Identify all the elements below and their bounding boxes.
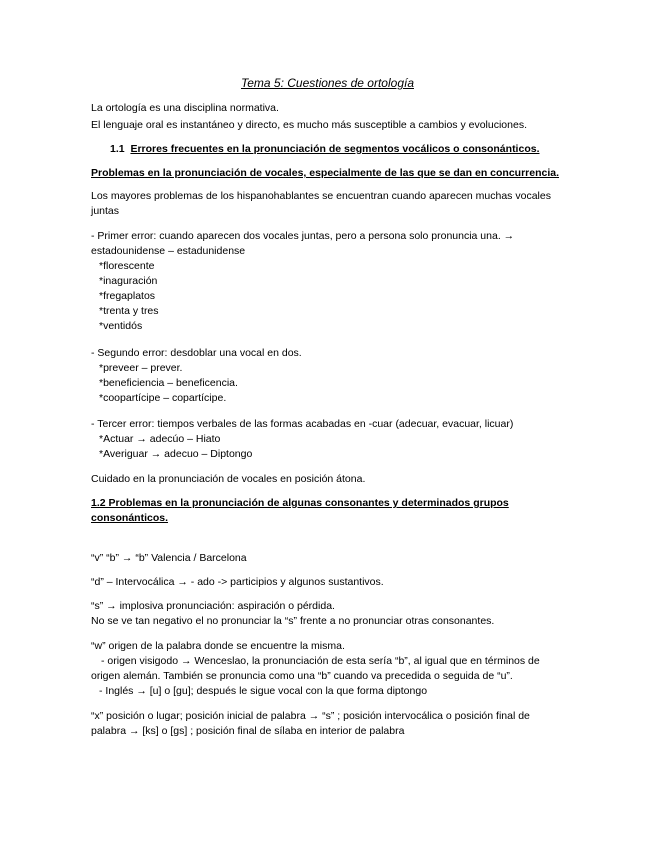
example-item: *florescente: [99, 260, 155, 272]
error-1-line: estadounidense – estadunidense: [91, 245, 246, 257]
item-w-line: “w” origen de la palabra donde se encuentre la misma.: [91, 640, 345, 652]
example-item: *fregaplatos: [99, 290, 156, 302]
example-item: *coopartícipe – copartícipe.: [99, 392, 227, 404]
item-w: [91, 639, 571, 699]
intro-line: La ortología es una disciplina normativa.: [91, 102, 279, 114]
error-2-block: [91, 346, 571, 406]
item-w-line: origen alemán. También se pronuncia como una “b” cuando va precedida o seguida de “u”.: [91, 670, 513, 682]
section-heading-line: 1.2 Problemas en la pronunciación de algunas consonantes y determinados grupos: [91, 497, 509, 509]
note-atona: Cuidado en la pronunciación de vocales en posición átona.: [91, 473, 366, 485]
subheading-vocales: Problemas en la pronunciación de vocales, especialmente de las que se dan en concurrencia.: [91, 167, 560, 179]
paragraph-mayores-problemas: [91, 189, 571, 219]
intro-line: El lenguaje oral es instantáneo y directo, es mucho más susceptible a cambios y evoluciones.: [91, 119, 527, 131]
item-w-line: - Inglés → [u] o [gu]; después le sigue vocal con la que forma diptongo: [99, 685, 428, 697]
item-x-line: “x” posición o lugar; posición inicial de palabra → “s” ; posición intervocálica o posición final de: [91, 710, 530, 722]
page-title: Tema 5: Cuestiones de ortología: [241, 76, 414, 90]
item-x: [91, 709, 571, 739]
section-1-1-heading: [110, 142, 590, 157]
item-s-line: “s” → implosiva pronunciación: aspiración o pérdida.: [91, 600, 335, 612]
example-item: *Actuar → adecúo – Hiato: [99, 433, 221, 445]
example-item: *preveer – prever.: [99, 362, 183, 374]
section-title: Errores frecuentes en la pronunciación de segmentos vocálicos o consonánticos.: [130, 143, 540, 155]
section-number: 1.1: [110, 143, 125, 155]
error-2-line: - Segundo error: desdoblar una vocal en dos.: [91, 347, 302, 359]
item-v-b: “v” “b” → “b” Valencia / Barcelona: [91, 552, 247, 564]
example-item: *ventidós: [99, 320, 143, 332]
example-item: *beneficiencia – beneficencia.: [99, 377, 238, 389]
example-item: *Averiguar → adecuo – Diptongo: [99, 448, 253, 460]
intro-paragraph: [91, 101, 571, 133]
item-s-line: No se ve tan negativo el no pronunciar la “s” frente a no pronunciar otras consonantes.: [91, 615, 495, 627]
item-s: [91, 599, 571, 629]
section-heading-line: consonánticos.: [91, 512, 169, 524]
paragraph-line: Los mayores problemas de los hispanohablantes se encuentran cuando aparecen muchas vocales: [91, 190, 551, 202]
item-x-line: palabra → [ks] o [gs] ; posición final de sílaba en interior de palabra: [91, 725, 405, 737]
item-d: “d” – Intervocálica → - ado -> participios y algunos sustantivos.: [91, 576, 384, 588]
example-item: *inaguración: [99, 275, 158, 287]
example-item: *trenta y tres: [99, 305, 159, 317]
error-3-block: [91, 417, 571, 462]
item-w-line: - origen visigodo → Wenceslao, la pronunciación de esta sería “b”, al igual que en términos de: [101, 655, 540, 667]
error-1-line: - Primer error: cuando aparecen dos vocales juntas, pero a persona solo pronuncia una. →: [91, 230, 515, 242]
error-1-block: [91, 229, 571, 334]
section-1-2-heading: [91, 496, 571, 526]
error-3-line: - Tercer error: tiempos verbales de las formas acabadas en -cuar (adecuar, evacuar, licuar): [91, 418, 514, 430]
paragraph-line: juntas: [91, 205, 120, 217]
